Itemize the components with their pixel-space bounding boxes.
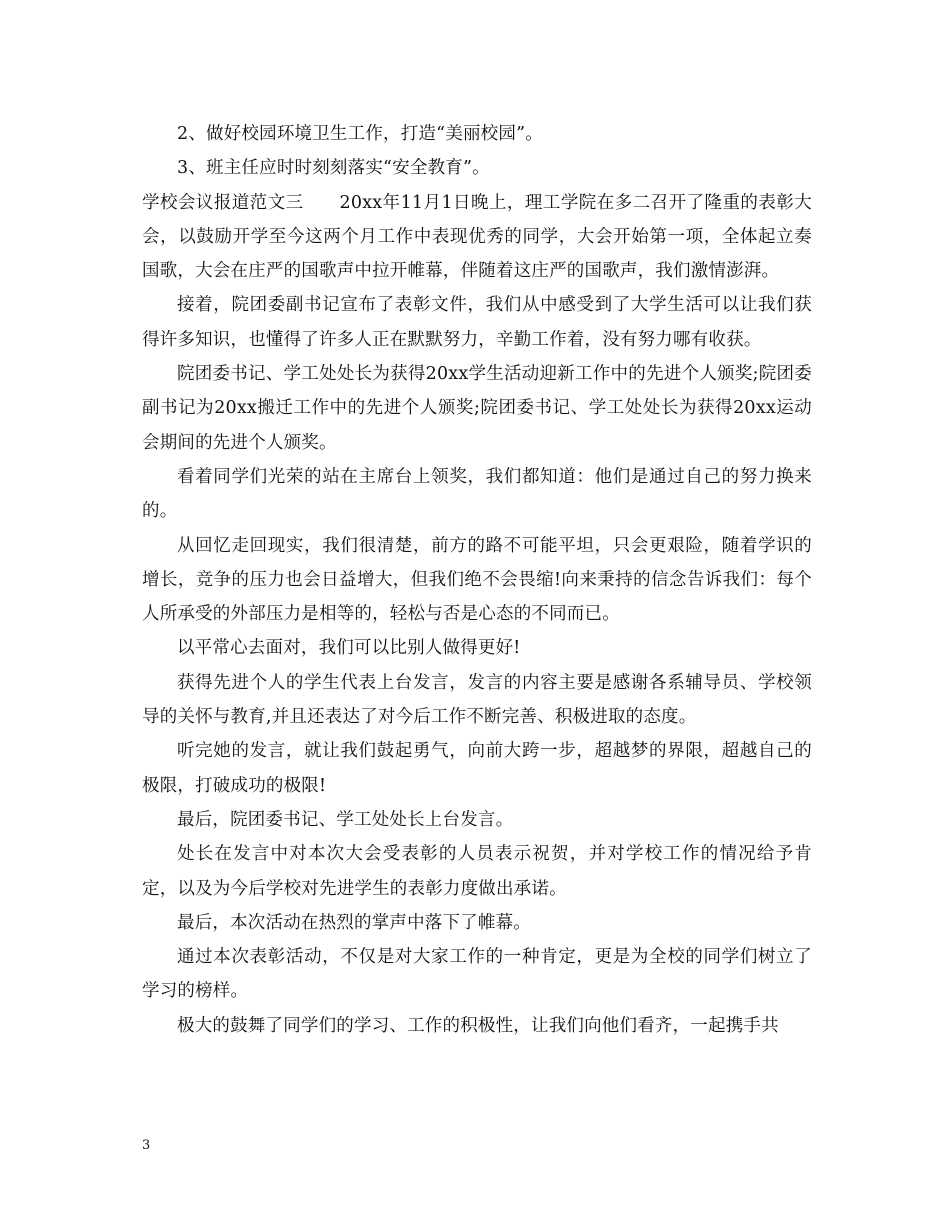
paragraph: 听完她的发言，就让我们鼓起勇气，向前大跨一步，超越梦的界限，超越自己的极限，打破成功的极限! — [142, 741, 812, 796]
paragraph: 2、做好校园环境卫生工作，打造“美丽校园”。 — [177, 124, 543, 144]
paragraph: 最后，院团委书记、学工处处长上台发言。 — [177, 809, 514, 830]
paragraph: 从回忆走回现实，我们很清楚，前方的路不可能平坦，只会更艰险，随着学识的增长，竞争的压力也会日益增大，但我们绝不会畏缩!向来秉持的信念告诉我们：每个人所承受的外部压力是相等的，轻松与否是心态的不同而已。 — [142, 535, 812, 625]
paragraph: 学校会议报道范文三 20xx年11月1日晚上，理工学院在多二召开了隆重的表彰大会，以鼓励开学至今这两个月工作中表现优秀的同学，大会开始第一项，全体起立奏国歌，大会在庄严的国歌声中拉开帷幕，伴随着这庄严的国歌声，我们激情澎湃。 — [142, 192, 812, 282]
paragraph: 最后，本次活动在热烈的掌声中落下了帷幕。 — [177, 912, 531, 933]
paragraph: 处长在发言中对本次大会受表彰的人员表示祝贺，并对学校工作的情况给予肯定，以及为今后学校对先进学生的表彰力度做出承诺。 — [142, 844, 812, 899]
paragraph: 3、班主任应时时刻刻落实“安全教育”。 — [177, 158, 490, 179]
paragraph: 以平常心去面对，我们可以比别人做得更好! — [177, 638, 521, 659]
paragraph: 极大的鼓舞了同学们的学习、工作的积极性，让我们向他们看齐，一起携手共 — [177, 1015, 779, 1036]
page-number: 3 — [142, 1138, 151, 1153]
paragraph: 院团委书记、学工处处长为获得20xx学生活动迎新工作中的先进个人颁奖;院团委副书记为20xx搬迁工作中的先进个人颁奖;院团委书记、学工处处长为获得20xx运动会期间的先进个人颁奖。 — [142, 364, 812, 453]
paragraph: 获得先进个人的学生代表上台发言，发言的内容主要是感谢各系辅导员、学校领导的关怀与教育,并且还表达了对今后工作不断完善、积极进取的态度。 — [142, 672, 812, 728]
paragraph: 接着，院团委副书记宣布了表彰文件，我们从中感受到了大学生活可以让我们获得许多知识，也懂得了许多人正在默默努力，辛勤工作着，没有努力哪有收获。 — [142, 295, 812, 350]
paragraph: 看着同学们光荣的站在主席台上领奖，我们都知道：他们是通过自己的努力换来的。 — [142, 466, 812, 522]
paragraph: 通过本次表彰活动，不仅是对大家工作的一种肯定，更是为全校的同学们树立了学习的榜样。 — [142, 947, 812, 1002]
document-body — [142, 117, 812, 1043]
